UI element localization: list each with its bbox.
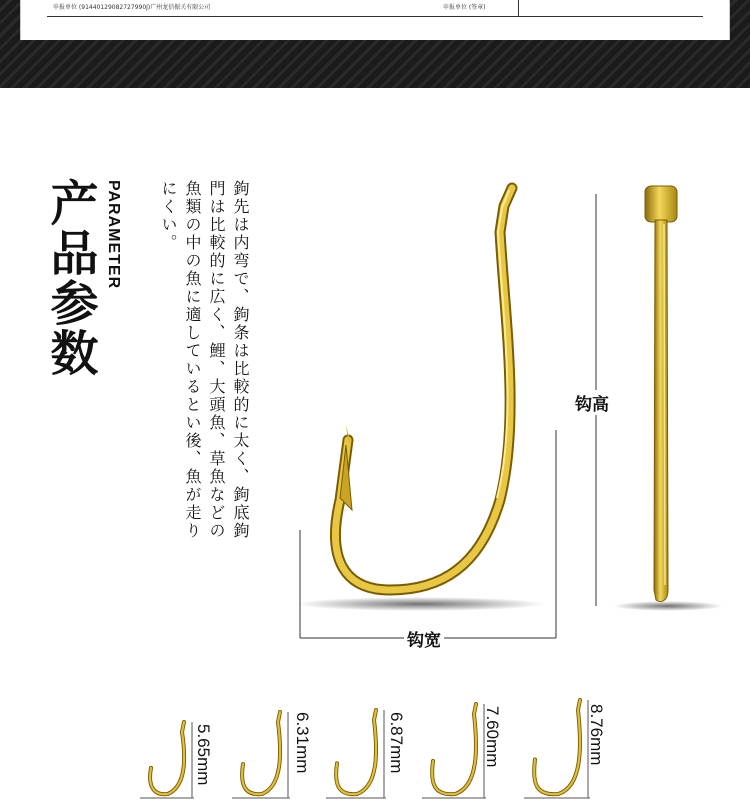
size-label-1: 5.65mm: [194, 724, 213, 786]
size-hook-2: [242, 712, 280, 794]
product-description: 鉤先は内弯で、鉤条は比較的に太く、鉤底鉤門は比較的に広く、鯉、大頭魚、草魚などの魚類の中の魚に適しているとい後、魚が走りにくい。: [159, 180, 250, 540]
size-label-5: 8.76mm: [587, 704, 606, 766]
hook-height-label: 钩高: [572, 390, 612, 415]
section-subtitle: PARAMETER: [105, 180, 122, 290]
hook-shadow: [295, 597, 545, 611]
size-hook-1: [150, 722, 184, 794]
section-title: 产品参数: [42, 178, 98, 378]
size-hook-4: [432, 704, 476, 794]
hook-side-view: [645, 186, 677, 602]
side-hook-shadow: [613, 601, 723, 611]
hook-front-view: [335, 188, 512, 590]
size-label-4: 7.60mm: [483, 706, 502, 768]
size-hook-5: [534, 700, 580, 794]
document-right-text: 申报单位 (签章): [443, 4, 486, 11]
size-label-3: 6.87mm: [387, 712, 406, 774]
document-left-text: 申报单位 (91440129082727990J)广州龙信振关有限公司: [53, 4, 211, 11]
hook-width-label: 钩宽: [404, 626, 444, 651]
size-hook-3: [336, 710, 376, 794]
size-label-2: 6.31mm: [293, 712, 312, 774]
